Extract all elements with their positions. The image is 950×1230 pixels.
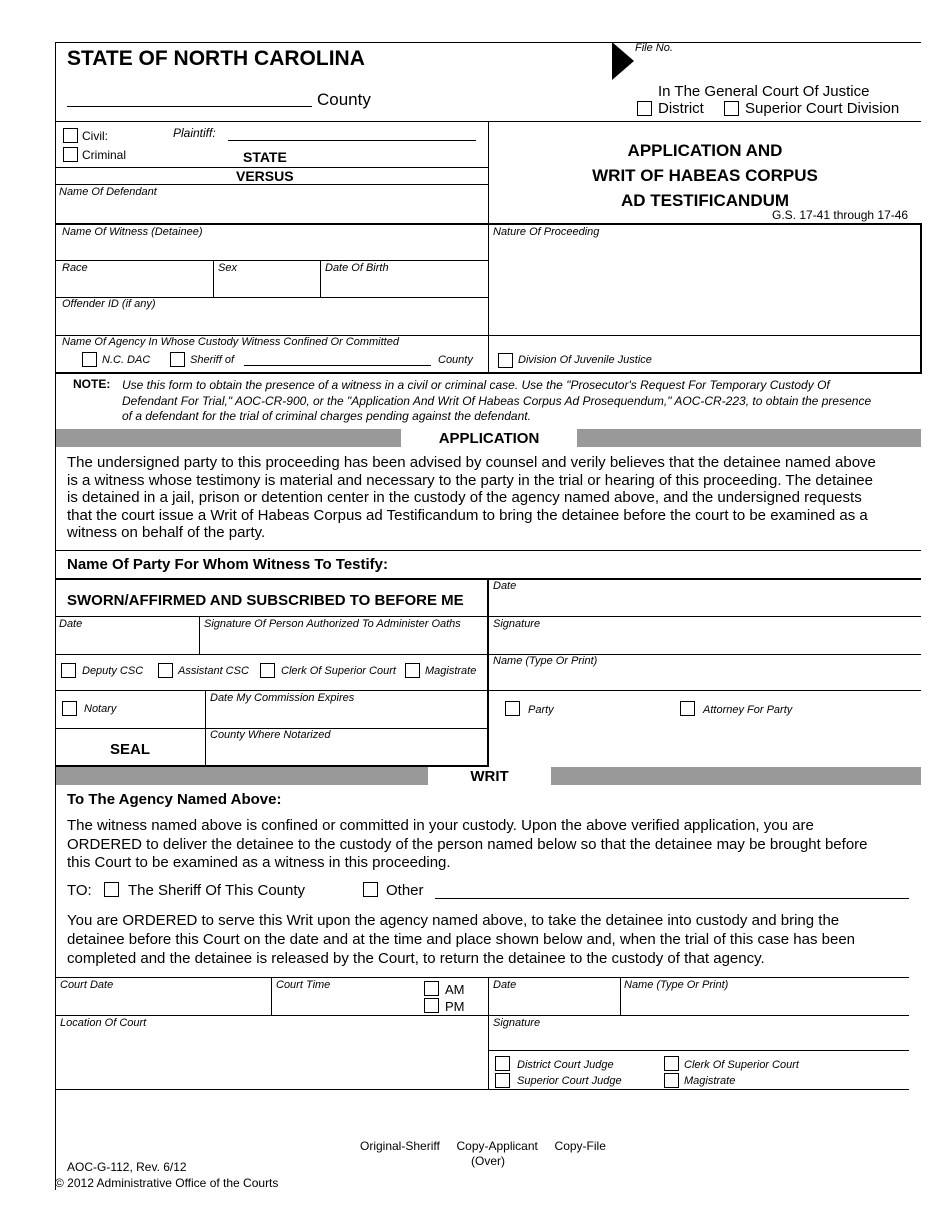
court-title: In The General Court Of Justice <box>658 83 870 100</box>
writ-sig-line <box>488 1050 909 1051</box>
to-agency-label: To The Agency Named Above: <box>67 791 282 808</box>
writ-p1-line-1: The witness named above is confined or committed in your custody. Upon the above verified application, you are <box>67 817 814 834</box>
writ-p1-line-3: this Court to be examined as a witness in this proceeding. <box>67 854 451 871</box>
court-time-line <box>55 1015 909 1016</box>
sworn-date-label: Date <box>59 618 83 630</box>
deputy-csc-checkbox[interactable] <box>61 663 76 678</box>
district-judge-checkbox[interactable] <box>495 1056 510 1071</box>
to-label: TO: <box>67 882 92 899</box>
applicant-sig-label: Signature <box>493 618 541 630</box>
race-sex-divider <box>213 260 214 298</box>
sheriff-county-label: County <box>438 354 473 366</box>
application-line-5: witness on behalf of the party. <box>67 524 266 541</box>
writ-magistrate-label: Magistrate <box>684 1075 736 1087</box>
witness-name-line <box>55 260 488 261</box>
sheriff-label: Sheriff of <box>190 354 235 366</box>
sworn-heading: SWORN/AFFIRMED AND SUBSCRIBED TO BEFORE ME <box>67 592 464 609</box>
defendant-label: Name Of Defendant <box>59 186 157 198</box>
magistrate-label: Magistrate <box>425 665 477 677</box>
notary-checkbox[interactable] <box>62 701 77 716</box>
county-line[interactable] <box>67 106 312 107</box>
superior-judge-checkbox[interactable] <box>495 1073 510 1088</box>
writ-heading: WRIT <box>428 767 551 785</box>
seal-label: SEAL <box>110 741 151 758</box>
application-line-2: is a witness whose testimony is material and necessary to the party in the trial or hearing of this proceeding. The detainee <box>67 471 873 489</box>
civil-label: Civil: <box>82 129 108 143</box>
writ-date-name-divider <box>620 977 621 1015</box>
top-border <box>55 42 921 43</box>
court-date-divider <box>271 977 272 1015</box>
file-no-label: File No. <box>635 42 673 54</box>
sworn-sig-label: Signature Of Person Authorized To Administer Oaths <box>204 618 461 630</box>
deputy-csc-label: Deputy CSC <box>82 665 144 677</box>
note-text <box>122 378 871 425</box>
versus-line <box>55 184 488 185</box>
writ-p2-line-2: detainee before this Court on the date and at the time and place shown below and, when the trial of this case has been <box>67 931 856 948</box>
ncdac-label: N.C. DAC <box>102 354 151 366</box>
district-label: District <box>658 100 704 117</box>
copy-distribution: Original-Sheriff Copy-Applicant Copy-File <box>360 1139 606 1153</box>
form-title <box>489 138 921 213</box>
court-date-label: Court Date <box>60 979 114 991</box>
writ-date-label: Date <box>493 979 517 991</box>
other-line[interactable] <box>435 898 909 899</box>
attorney-label: Attorney For Party <box>703 704 793 716</box>
plaintiff-line[interactable] <box>228 140 476 141</box>
sheriff-county-text: The Sheriff Of This County <box>128 882 306 899</box>
form-number: AOC-G-112, Rev. 6/12 <box>67 1160 187 1174</box>
assistant-csc-label: Assistant CSC <box>178 665 249 677</box>
application-text <box>67 454 876 542</box>
sworn-date-divider <box>199 616 200 654</box>
plaintiff-label: Plaintiff: <box>173 126 216 140</box>
sex-label: Sex <box>218 262 237 274</box>
note-line-2: Defendant For Trial," AOC-CR-900, or the "Application And Writ Of Habeas Corpus Ad Prosequendum," AOC-CR-223, to obtain the presence <box>122 393 872 408</box>
party-label: Party <box>528 704 554 716</box>
party-for-whom-label: Name Of Party For Whom Witness To Testify: <box>67 556 389 573</box>
djj-checkbox[interactable] <box>498 353 513 368</box>
copyright: © 2012 Administrative Office of the Courts <box>55 1176 279 1190</box>
writ-sig-label: Signature <box>493 1017 541 1029</box>
sworn-heading-line <box>55 616 488 617</box>
agency-label: Name Of Agency In Whose Custody Witness Confined Or Committed <box>62 336 399 348</box>
criminal-label: Criminal <box>82 148 127 162</box>
pm-label: PM <box>445 999 465 1014</box>
sheriff-checkbox[interactable] <box>170 352 185 367</box>
writ-clerk-label: Clerk Of Superior Court <box>684 1059 799 1071</box>
district-checkbox[interactable] <box>637 101 652 116</box>
commission-label: Date My Commission Expires <box>210 692 355 704</box>
note-line-1: Use this form to obtain the presence of a witness in a civil or criminal case. Use the "Prosecutor's Request For Temporary Custody Of <box>122 378 830 392</box>
witness-bottom-line <box>55 372 922 374</box>
criminal-checkbox[interactable] <box>63 147 78 162</box>
location-label: Location Of Court <box>60 1017 147 1029</box>
superior-judge-label: Superior Court Judge <box>517 1075 622 1087</box>
civil-checkbox[interactable] <box>63 128 78 143</box>
court-grid-top-line <box>55 977 909 978</box>
court-time-label: Court Time <box>276 979 331 991</box>
title-line-1: APPLICATION AND <box>627 141 783 160</box>
state-heading: STATE OF NORTH CAROLINA <box>67 47 365 70</box>
application-line-4: that the court issue a Writ of Habeas Corpus ad Testificandum to bring the detainee before the court to be examined as a <box>67 506 868 524</box>
clerk-superior-label: Clerk Of Superior Court <box>281 665 396 677</box>
superior-label: Superior Court Division <box>745 100 900 117</box>
versus-label: VERSUS <box>236 168 294 184</box>
county-notarized-label: County Where Notarized <box>210 729 331 741</box>
applicant-date-label: Date <box>493 580 517 592</box>
sworn-right-border <box>487 578 489 767</box>
witness-name-label: Name Of Witness (Detainee) <box>62 226 203 238</box>
applicant-name-label: Name (Type Or Print) <box>493 655 598 667</box>
over-label: (Over) <box>471 1154 505 1168</box>
applicant-date-line <box>488 616 921 617</box>
witness-top-line <box>55 223 922 225</box>
title-line-2: WRIT OF HABEAS CORPUS <box>592 166 818 185</box>
title-line-3: AD TESTIFICANDUM <box>620 191 790 210</box>
pm-checkbox[interactable] <box>424 998 439 1013</box>
application-line-1: The undersigned party to this proceeding has been advised by counsel and verily believes that the detainee named above <box>67 454 876 471</box>
other-checkbox[interactable] <box>363 882 378 897</box>
attorney-checkbox[interactable] <box>680 701 695 716</box>
nature-label: Nature Of Proceeding <box>493 226 600 238</box>
sheriff-county-line[interactable] <box>244 365 431 366</box>
note-line-3: of a defendant for the trial of criminal charges pending against the defendant. <box>122 409 531 423</box>
party-top-line <box>55 550 921 551</box>
am-checkbox[interactable] <box>424 981 439 996</box>
writ-paragraph-2 <box>67 911 855 968</box>
ncdac-checkbox[interactable] <box>82 352 97 367</box>
writ-grid-divider <box>488 977 489 1090</box>
application-line-3: is detained in a jail, prison or detention center in the custody of the agency named above, and the undersigned requests <box>67 489 862 506</box>
am-label: AM <box>445 982 465 997</box>
dob-label: Date Of Birth <box>325 262 389 274</box>
application-heading: APPLICATION <box>401 429 577 447</box>
sworn-date-line <box>55 654 921 655</box>
writ-p2-line-1: You are ORDERED to serve this Writ upon the agency named above, to take the detainee into custody and bring the <box>67 912 840 929</box>
race-label: Race <box>62 262 88 274</box>
county-label: County <box>317 90 371 109</box>
notary-label: Notary <box>84 703 117 715</box>
writ-clerk-checkbox[interactable] <box>664 1056 679 1071</box>
writ-paragraph-1 <box>67 817 868 873</box>
sheriff-county-checkbox[interactable] <box>104 882 119 897</box>
witness-right-border <box>920 223 922 374</box>
party-checkbox[interactable] <box>505 701 520 716</box>
district-judge-label: District Court Judge <box>517 1059 614 1071</box>
clerk-superior-checkbox[interactable] <box>260 663 275 678</box>
assistant-csc-checkbox[interactable] <box>158 663 173 678</box>
writ-p1-line-2: ORDERED to deliver the detainee to the custody of the person named below so that the detainee may be brought before <box>67 835 868 853</box>
sex-dob-divider <box>320 260 321 298</box>
djj-label: Division Of Juvenile Justice <box>518 354 652 366</box>
sworn-officer-line <box>55 690 921 691</box>
file-no-arrow-icon <box>612 42 634 80</box>
writ-magistrate-checkbox[interactable] <box>664 1073 679 1088</box>
state-label: STATE <box>243 149 287 165</box>
court-grid-bottom-line <box>55 1089 909 1090</box>
superior-checkbox[interactable] <box>724 101 739 116</box>
offender-label: Offender ID (if any) <box>62 298 156 310</box>
note-label: NOTE: <box>73 377 111 391</box>
statute-ref: G.S. 17-41 through 17-46 <box>772 208 909 222</box>
magistrate-checkbox[interactable] <box>405 663 420 678</box>
other-label: Other <box>386 882 424 899</box>
writ-p2-line-3: completed and the detainee is released by the Court, to return the detainee to the custody of that agency. <box>67 950 765 967</box>
writ-name-label: Name (Type Or Print) <box>624 979 729 991</box>
